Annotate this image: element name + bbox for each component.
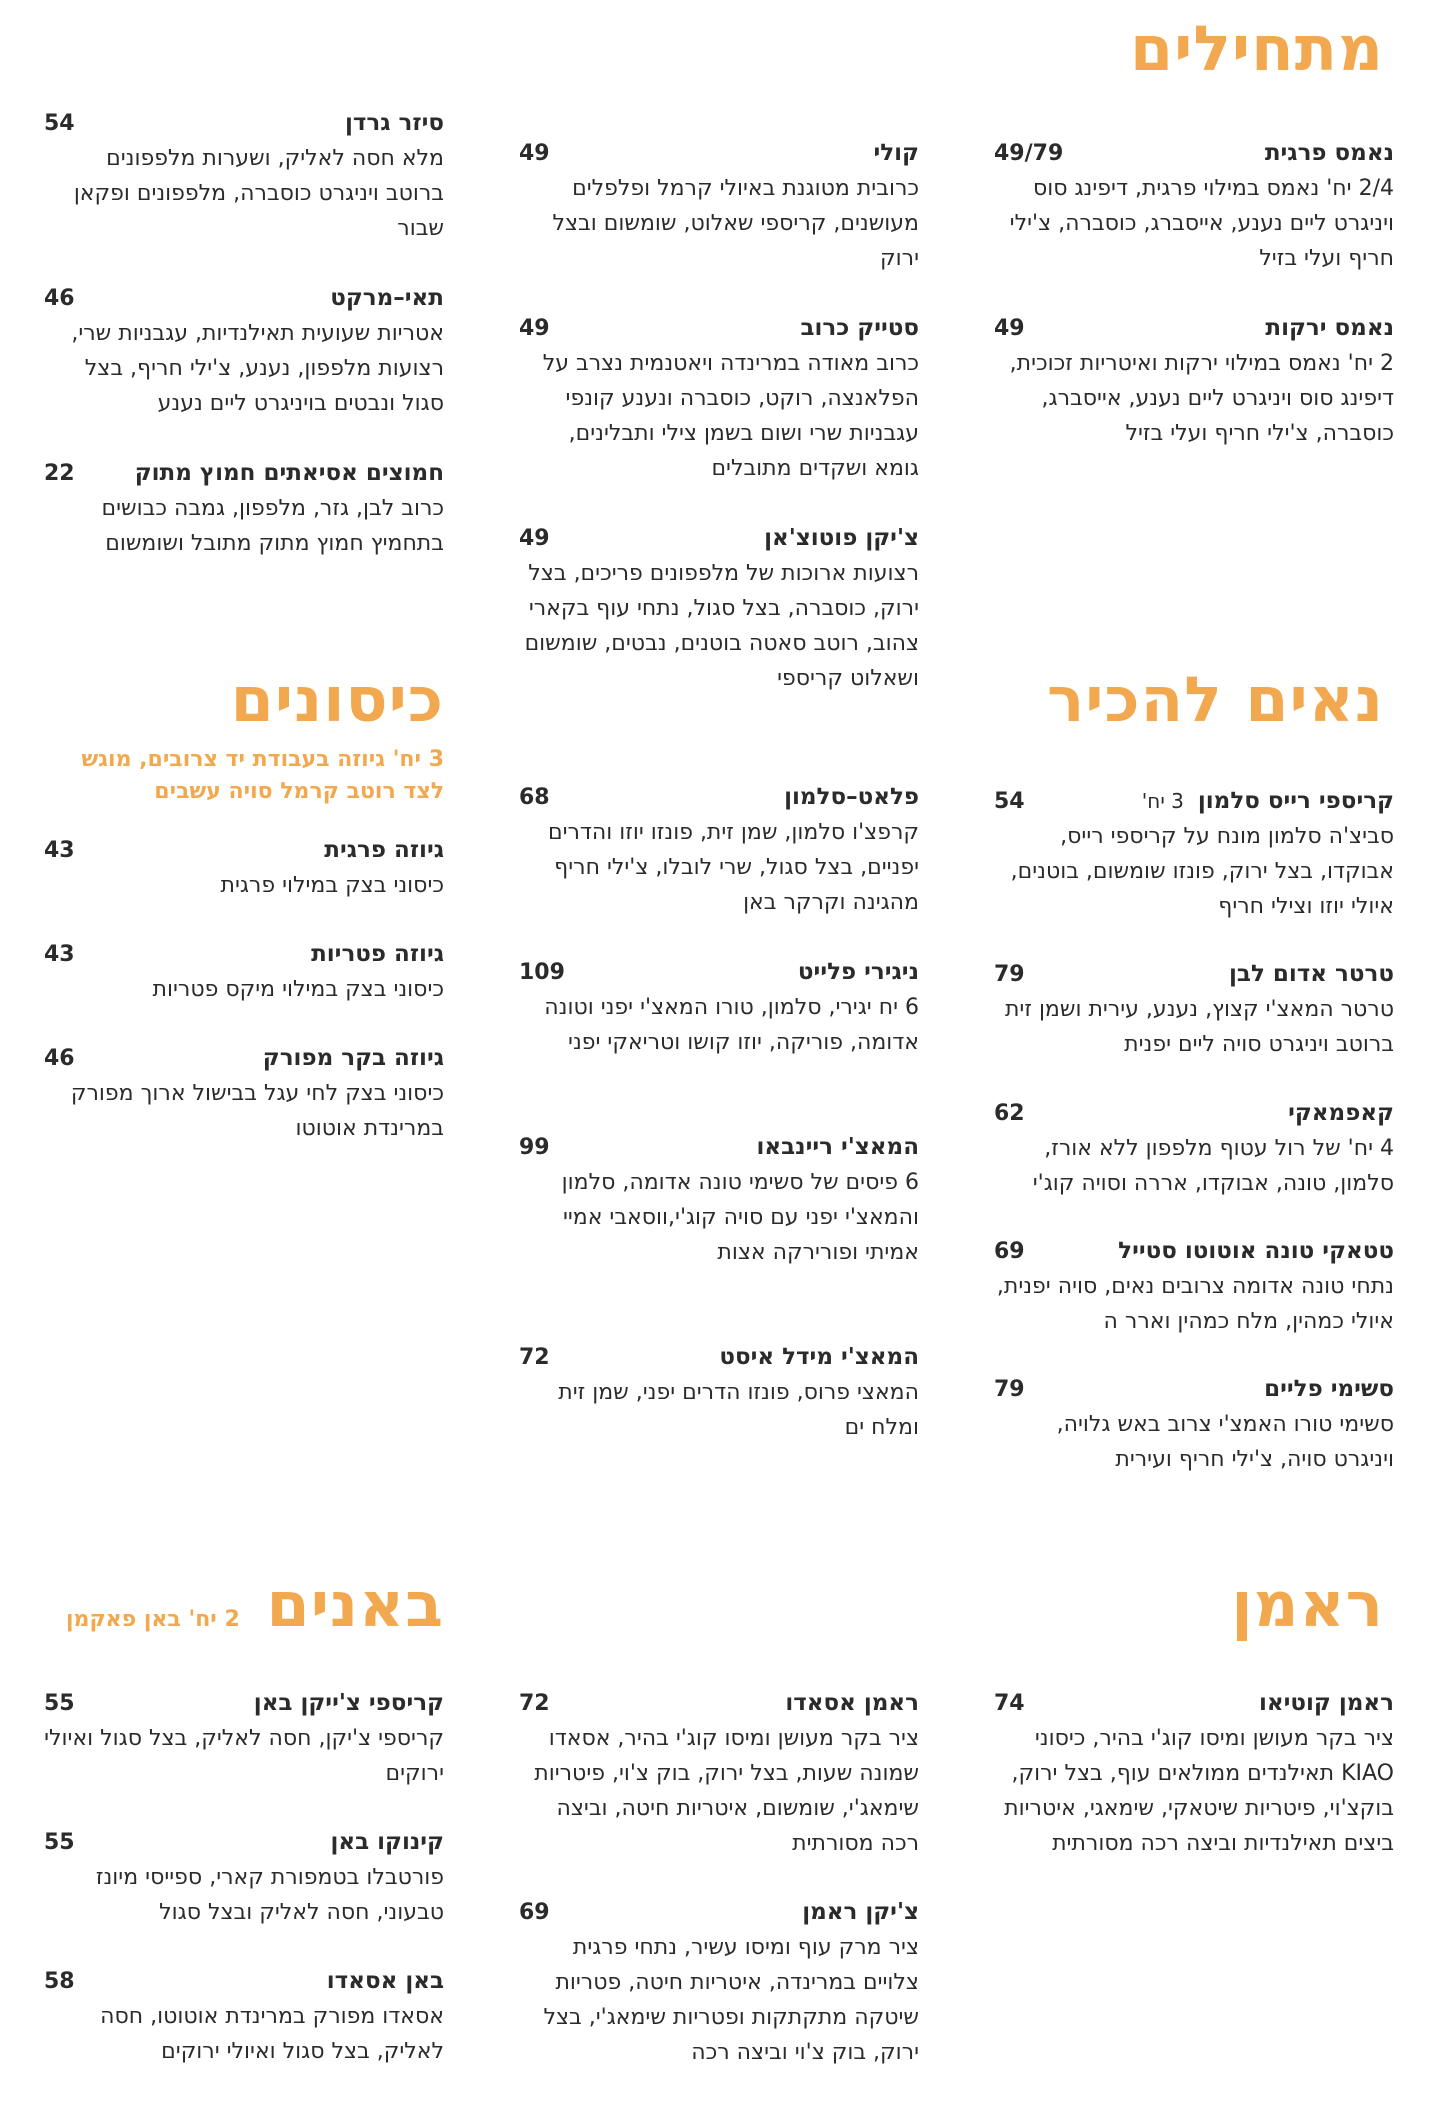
section-subtitle-dumplings: 3 יח' גיוזה בעבודת יד צרובים, מוגש לצד רוטב קרמל סויה עשבים bbox=[81, 747, 444, 804]
item-price: 72 bbox=[519, 1345, 550, 1370]
item-description: כיסוני בצק במילוי פרגית bbox=[220, 873, 444, 898]
item-price: 68 bbox=[519, 785, 550, 810]
menu-item bbox=[994, 1234, 1394, 1339]
item-description: המאצי פרוס, פונזו הדרים יפני, שמן זית ומלח ים bbox=[558, 1380, 919, 1440]
menu-item bbox=[44, 1825, 444, 1930]
menu-item bbox=[994, 136, 1394, 276]
menu-item bbox=[44, 106, 444, 246]
item-price: 49/79 bbox=[994, 141, 1064, 166]
section-title-ramen: ראמן bbox=[1231, 1568, 1384, 1641]
item-name: צ'יקן פוטוצ'אן bbox=[764, 525, 919, 551]
menu-item bbox=[519, 311, 919, 486]
menu-item bbox=[44, 281, 444, 421]
item-name: טטאקי טונה אוטוטו סטייל bbox=[1118, 1238, 1394, 1264]
item-name: קאפמאקי bbox=[1288, 1100, 1394, 1126]
item-description: סשימי טורו האמצ'י צרוב באש גלויה, ויניגרט סויה, צ'ילי חריף ועירית bbox=[1056, 1412, 1394, 1472]
menu-item bbox=[994, 1096, 1394, 1201]
menu-item bbox=[519, 521, 919, 696]
menu-item bbox=[519, 955, 919, 1060]
item-description: רצועות ארוכות של מלפפונים פריכים, בצל ירוק, כוסברה, בצל סגול, נתחי עוף בקארי צהוב, רוטב סאטה בוטנים, נבטים, שומשום ושאלוט קריספי bbox=[524, 561, 919, 691]
menu-item bbox=[44, 1041, 444, 1146]
item-name: תאי–מרקט bbox=[330, 285, 444, 311]
item-price: 22 bbox=[44, 461, 75, 486]
item-price: 55 bbox=[44, 1830, 75, 1855]
item-description: אסאדו מפורק במרינדת אוטוטו, חסה לאליק, בצל סגול ואיולי ירוקים bbox=[100, 2004, 444, 2064]
item-name: נאמס ירקות bbox=[1265, 315, 1394, 341]
item-name: ראמן אסאדו bbox=[785, 1690, 919, 1716]
item-description: אטריות שעועית תאילנדיות, עגבניות שרי, רצועות מלפפון, נענע, צ'ילי חריף, בצל סגול ונבטים בויניגרט ליים נענע bbox=[71, 321, 444, 416]
item-description: כרוב לבן, גזר, מלפפון, גמבה כבושים בתחמיץ חמוץ מתוק מתובל ושומשום bbox=[101, 496, 444, 556]
section-subtitle-buns: 2 יח' באן פאקמן bbox=[66, 1607, 240, 1632]
section-title-buns: באנים bbox=[266, 1568, 444, 1641]
item-description: סביצ'ה סלמון מונח על קריספי רייס, אבוקדו, בצל ירוק, פונזו שומשום, בוטנים, איולי יוזו וצילי חריף bbox=[1010, 824, 1394, 919]
menu-item bbox=[994, 957, 1394, 1062]
section-title-starters: מתחילים bbox=[1129, 12, 1384, 85]
item-name: גיוזה פרגית bbox=[324, 837, 444, 863]
item-price: 69 bbox=[519, 1900, 550, 1925]
item-description: ציר בקר מעושן ומיסו קוג'י בהיר, כיסוני KIAO תאילנדים ממולאים עוף, בצל ירוק, בוקצ'וי, פיטריות שיטאקי, שימאגי, איטריות ביצים תאילנדיות וביצה רכה מסורתית bbox=[1004, 1726, 1394, 1856]
section-title-raw: נאים להכיר bbox=[1046, 663, 1384, 736]
menu-item bbox=[44, 456, 444, 561]
item-description: קריספי צ'יקן, חסה לאליק, בצל סגול ואיולי ירוקים bbox=[44, 1726, 444, 1786]
item-price: 79 bbox=[994, 962, 1025, 987]
item-price: 99 bbox=[519, 1135, 550, 1160]
item-name: המאצ'י ריינבאו bbox=[756, 1134, 919, 1160]
item-name: קריספי רייס סלמון3 יח' bbox=[1141, 788, 1394, 814]
item-name: ניגירי פלייט bbox=[797, 959, 919, 985]
item-name: המאצ'י מידל איסט bbox=[719, 1344, 919, 1370]
item-description: ציר בקר מעושן ומיסו קוג'י בהיר, אסאדו שמונה שעות, בצל ירוק, בוק צ'וי, פיטריות שימאג'י, שומשום, איטריות חיטה, וביצה רכה מסורתית bbox=[534, 1726, 919, 1856]
item-name: גיוזה פטריות bbox=[311, 941, 444, 967]
item-price: 54 bbox=[44, 111, 75, 136]
item-description: קרפצ'ו סלמון, שמן זית, פונזו יוזו והדרים יפניים, בצל סגול, שרי לובלו, צ'ילי חריף מהגינה וקרקר באן bbox=[547, 820, 919, 915]
item-price: 46 bbox=[44, 286, 75, 311]
item-price: 109 bbox=[519, 960, 565, 985]
item-name: סשימי פליים bbox=[1264, 1376, 1394, 1402]
item-description: פורטבלו בטמפורת קארי, ספייסי מיונז טבעוני, חסה לאליק ובצל סגול bbox=[95, 1865, 444, 1925]
item-description: טרטר המאצ'י קצוץ, נענע, עירית ושמן זית ברוטב ויניגרט סויה ליים יפנית bbox=[1004, 997, 1394, 1057]
item-name: קריספי צ'ייקן באן bbox=[253, 1690, 444, 1716]
menu-item bbox=[519, 1686, 919, 1861]
item-name: חמוצים אסיאתים חמוץ מתוק bbox=[134, 460, 444, 486]
menu-item bbox=[519, 1340, 919, 1445]
section-title-dumplings: כיסונים bbox=[230, 663, 444, 736]
item-name: ראמן קוטיאו bbox=[1258, 1690, 1394, 1716]
item-price: 69 bbox=[994, 1239, 1025, 1264]
item-description: כיסוני בצק במילוי מיקס פטריות bbox=[152, 977, 444, 1002]
item-price: 58 bbox=[44, 1969, 75, 1994]
menu-item bbox=[994, 311, 1394, 451]
item-name: סטייק כרוב bbox=[800, 315, 919, 341]
item-name: קינוקו באן bbox=[330, 1829, 444, 1855]
item-name: נאמס פרגית bbox=[1264, 140, 1394, 166]
item-price: 49 bbox=[994, 316, 1025, 341]
item-price: 62 bbox=[994, 1101, 1025, 1126]
item-name: פלאט–סלמון bbox=[784, 784, 919, 810]
menu-item bbox=[44, 1964, 444, 2069]
item-price: 54 bbox=[994, 789, 1025, 814]
menu-item bbox=[994, 784, 1394, 924]
item-quantity: 3 יח' bbox=[1141, 789, 1184, 813]
item-price: 46 bbox=[44, 1046, 75, 1071]
menu-item bbox=[44, 937, 444, 1007]
item-description: 2/4 יח' נאמס במילוי פרגית, דיפינג סוס ויניגרט ליים נענע, אייסברג, כוסברה, צ'ילי חריף ועלי בזיל bbox=[1009, 176, 1394, 271]
item-description: 6 פיסים של סשימי טונה אדומה, סלמון והמאצ'י יפני עם סויה קוג'י,ווסאבי אמיי אמיתי ופורירקה אצות bbox=[561, 1170, 919, 1265]
item-price: 74 bbox=[994, 1691, 1025, 1716]
menu-item bbox=[519, 780, 919, 920]
menu-item bbox=[519, 136, 919, 276]
menu-item bbox=[519, 1130, 919, 1270]
menu-item bbox=[994, 1686, 1394, 1861]
item-name: סיזר גרדן bbox=[344, 110, 444, 136]
item-name: צ'יקן ראמן bbox=[802, 1899, 919, 1925]
item-description: 6 יח יגירי, סלמון, טורו המאצ'י יפני וטונה אדומה, פוריקה, יוזו קושו וטריאקי יפני bbox=[544, 995, 919, 1055]
item-name: באן אסאדו bbox=[326, 1968, 444, 1994]
item-price: 43 bbox=[44, 942, 75, 967]
item-price: 49 bbox=[519, 316, 550, 341]
item-description: ציר מרק עוף ומיסו עשיר, נתחי פרגית צלויים במרינדה, איטריות חיטה, פטריות שיטקה מתקתקות ופטריות שימאג'י, בצל ירוק, בוק צ'וי וביצה רכה bbox=[543, 1935, 919, 2065]
item-price: 49 bbox=[519, 141, 550, 166]
menu-item bbox=[994, 1372, 1394, 1477]
item-description: מלא חסה לאליק, ושערות מלפפונים ברוטב ויניגרט כוסברה, מלפפונים ופקאן שבור bbox=[73, 146, 444, 241]
item-name: גיוזה בקר מפורק bbox=[262, 1045, 444, 1071]
item-description: כרובית מטוגנת באיולי קרמל ופלפלים מעושנים, קריספי שאלוט, שומשום ובצל ירוק bbox=[552, 176, 919, 271]
menu-item bbox=[44, 833, 444, 903]
item-name: טרטר אדום לבן bbox=[1229, 961, 1394, 987]
item-price: 79 bbox=[994, 1377, 1025, 1402]
item-name: קולי bbox=[873, 140, 919, 166]
menu-item bbox=[519, 1895, 919, 2070]
item-description: כרוב מאודה במרינדה ויאטנמית נצרב על הפלאנצה, רוקט, כוסברה ונענע קונפי עגבניות שרי ושום בשמן צילי ותבלינים, גומא ושקדים מתובלים bbox=[542, 351, 919, 481]
item-price: 49 bbox=[519, 526, 550, 551]
item-description: 2 יח' נאמס במילוי ירקות ואיטריות זכוכית, דיפינג סוס ויניגרט ליים נענע, אייסברג, כוסברה, צ'ילי חריף ועלי בזיל bbox=[1009, 351, 1394, 446]
item-description: 4 יח' של רול עטוף מלפפון ללא אורז, סלמון, טונה, אבוקדו, אררה וסויה קוג'י bbox=[1032, 1136, 1394, 1196]
item-price: 43 bbox=[44, 838, 75, 863]
item-description: נתחי טונה אדומה צרובים נאים, סויה יפנית, איולי כמהין, מלח כמהין וארר ה bbox=[996, 1274, 1394, 1334]
item-price: 55 bbox=[44, 1691, 75, 1716]
item-price: 72 bbox=[519, 1691, 550, 1716]
item-description: כיסוני בצק לחי עגל בבישול ארוך מפורק במרינדת אוטוטו bbox=[70, 1081, 444, 1141]
menu-item bbox=[44, 1686, 444, 1791]
